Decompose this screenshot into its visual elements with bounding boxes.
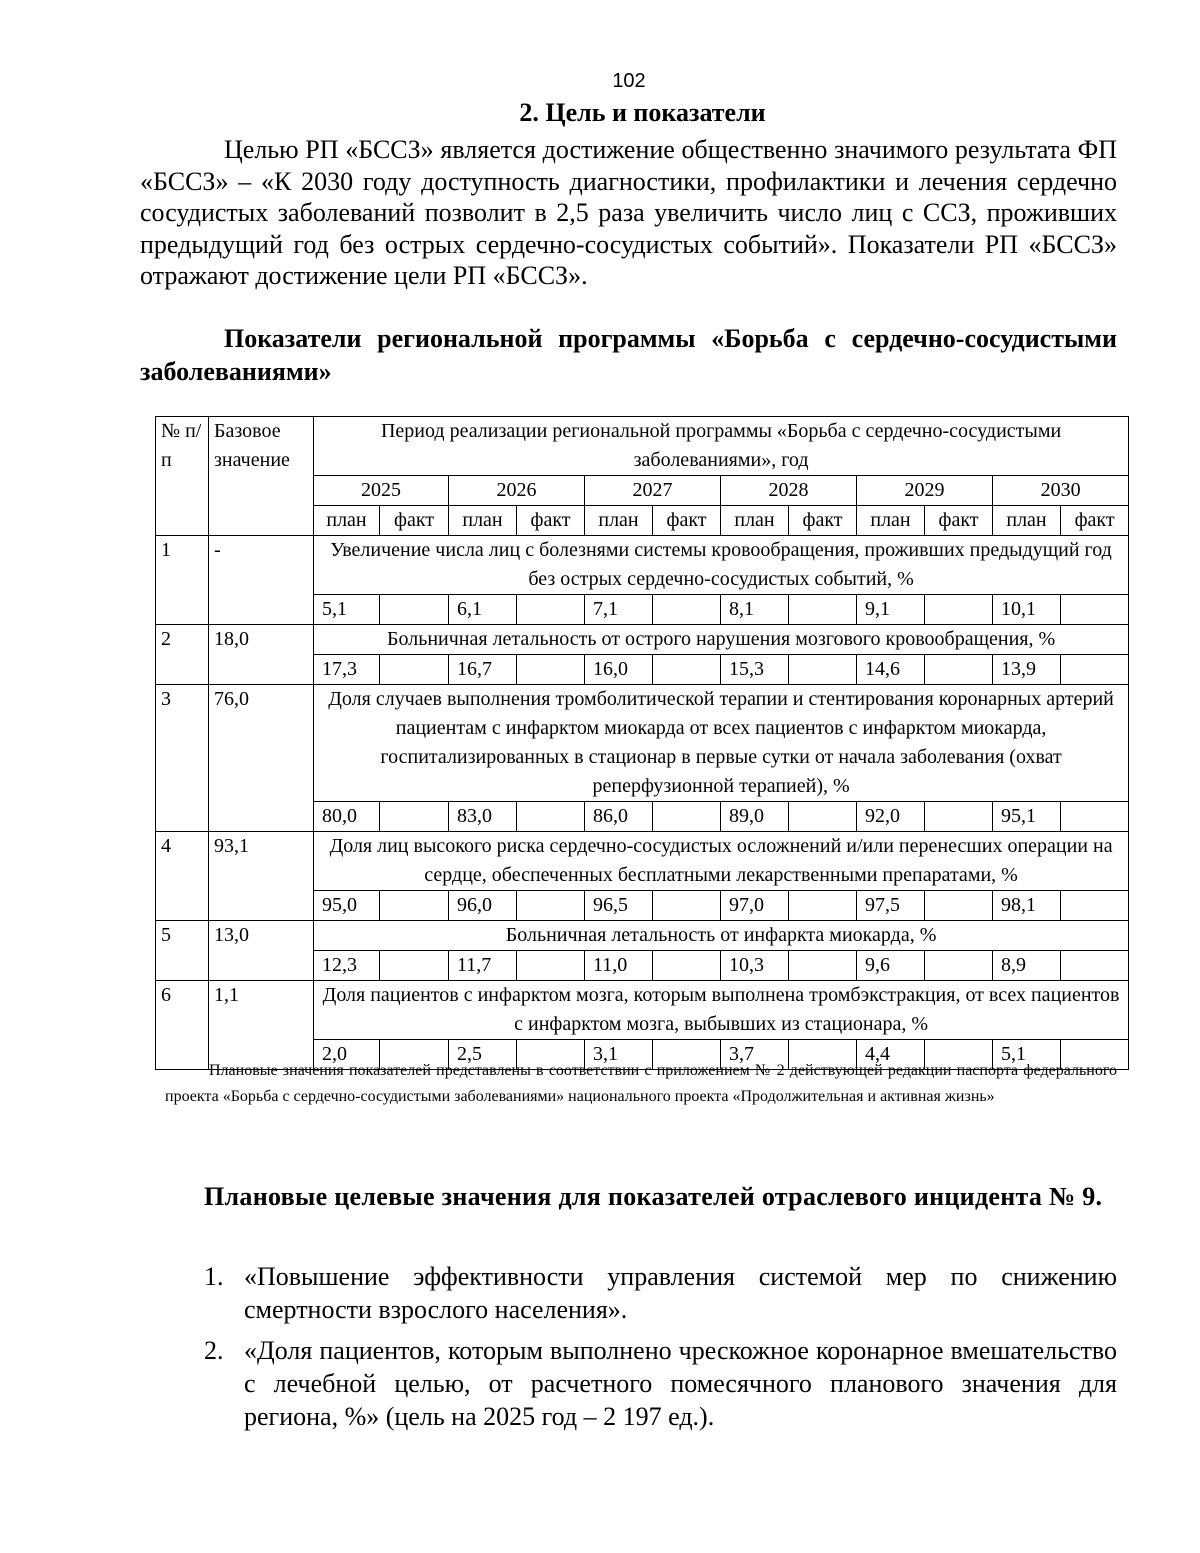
incident-item-text: «Повышение эффективности управления системой мер по снижению смертности взрослого населения». (244, 1262, 1117, 1324)
header-plan: план (857, 506, 925, 536)
incident-item-number: 1. (204, 1262, 224, 1291)
header-base: Базовое значение (209, 417, 314, 536)
fact-value (789, 595, 857, 625)
plan-value: 96,0 (449, 891, 517, 921)
header-year: 2029 (857, 476, 993, 506)
fact-value (517, 891, 585, 921)
plan-value: 12,3 (314, 951, 380, 981)
fact-value (653, 951, 721, 981)
fact-value (380, 802, 449, 832)
fact-value (789, 951, 857, 981)
fact-value (653, 595, 721, 625)
header-plan: план (993, 506, 1061, 536)
header-plan: план (585, 506, 653, 536)
row-num: 6 (156, 981, 209, 1070)
plan-value: 16,0 (585, 655, 653, 685)
fact-value (380, 595, 449, 625)
header-num: № п/п (156, 417, 209, 536)
plan-value: 95,1 (993, 802, 1061, 832)
header-year: 2025 (314, 476, 449, 506)
plan-value: 15,3 (721, 655, 789, 685)
plan-value: 9,6 (857, 951, 925, 981)
plan-value: 14,6 (857, 655, 925, 685)
plan-value: 8,1 (721, 595, 789, 625)
fact-value (1061, 802, 1129, 832)
plan-value: 2,0 (314, 1040, 380, 1070)
fact-value (517, 595, 585, 625)
plan-value: 86,0 (585, 802, 653, 832)
plan-value: 8,9 (993, 951, 1061, 981)
header-plan: план (314, 506, 380, 536)
plan-value: 10,1 (993, 595, 1061, 625)
plan-value: 97,0 (721, 891, 789, 921)
fact-value (925, 891, 993, 921)
plan-value: 5,1 (314, 595, 380, 625)
header-fact: факт (653, 506, 721, 536)
header-year: 2030 (993, 476, 1129, 506)
header-fact: факт (1061, 506, 1129, 536)
plan-value: 7,1 (585, 595, 653, 625)
plan-value: 96,5 (585, 891, 653, 921)
table-row (156, 685, 1129, 802)
table-header-row (156, 417, 1129, 476)
row-base: - (209, 536, 314, 625)
incident-item-number: 2. (204, 1336, 224, 1365)
row-base: 93,1 (209, 832, 314, 921)
plan-value: 2,5 (449, 1040, 517, 1070)
row-indicator: Больничная летальность от острого нарушения мозгового кровообращения, % (314, 625, 1129, 655)
table-row (156, 981, 1129, 1040)
indicators-table (155, 416, 1129, 1070)
fact-value (517, 951, 585, 981)
row-indicator: Увеличение числа лиц с болезнями системы кровообращения, проживших предыдущий год без острых сердечно-сосудистых событий, % (314, 536, 1129, 595)
incident-item-2 (204, 1334, 1117, 1433)
header-year: 2027 (585, 476, 721, 506)
plan-value: 3,1 (585, 1040, 653, 1070)
fact-value (653, 655, 721, 685)
intro-paragraph: Целью РП «БССЗ» является достижение общественно значимого результата ФП «БССЗ» – «К 2030 году доступность диагностики, профилактики и лечения сердечно сосудистых заболеваний позволит в 2,5 раза увеличить число лиц с ССЗ, проживших предыдущий год без острых сердечно-сосудистых событий». Показатели РП «БССЗ» отражают достижение цели РП «БССЗ». (140, 135, 1117, 291)
plan-value: 13,9 (993, 655, 1061, 685)
header-year: 2028 (721, 476, 857, 506)
fact-value (789, 891, 857, 921)
plan-value: 11,0 (585, 951, 653, 981)
fact-value (925, 802, 993, 832)
plan-value: 95,0 (314, 891, 380, 921)
table-note: Плановые значения показателей представлены в соответствии с приложением № 2 действующей редакции паспорта федерального проекта «Борьба с сердечно-сосудистыми заболеваниями» национального проекта «Продолжительная и активная жизнь» (165, 1062, 1117, 1105)
plan-value: 3,7 (721, 1040, 789, 1070)
header-fact: факт (517, 506, 585, 536)
header-period: Период реализации региональной программы «Борьба с сердечно-сосудистыми заболеваниями», год (314, 417, 1129, 476)
fact-value (1061, 595, 1129, 625)
fact-value (789, 655, 857, 685)
row-indicator: Больничная летальность от инфаркта миокарда, % (314, 921, 1129, 951)
fact-value (517, 655, 585, 685)
fact-value (653, 891, 721, 921)
plan-value: 4,4 (857, 1040, 925, 1070)
plan-value: 80,0 (314, 802, 380, 832)
fact-value (1061, 655, 1129, 685)
plan-value: 11,7 (449, 951, 517, 981)
plan-value: 17,3 (314, 655, 380, 685)
table-row (156, 625, 1129, 655)
fact-value (925, 655, 993, 685)
section-heading: 2. Цель и показатели (519, 98, 766, 127)
plan-value: 5,1 (993, 1040, 1061, 1070)
fact-value (380, 951, 449, 981)
header-fact: факт (380, 506, 449, 536)
row-base: 76,0 (209, 685, 314, 832)
plan-value: 9,1 (857, 595, 925, 625)
table-row (156, 536, 1129, 595)
plan-value: 10,3 (721, 951, 789, 981)
table-row (156, 832, 1129, 891)
fact-value (1061, 891, 1129, 921)
table-row (156, 921, 1129, 951)
fact-value (517, 802, 585, 832)
row-num: 5 (156, 921, 209, 981)
row-base: 13,0 (209, 921, 314, 981)
plan-value: 98,1 (993, 891, 1061, 921)
row-num: 2 (156, 625, 209, 685)
fact-value (789, 802, 857, 832)
row-num: 3 (156, 685, 209, 832)
fact-value (380, 891, 449, 921)
page-number: 102 (612, 70, 646, 92)
header-year: 2026 (449, 476, 585, 506)
plan-value: 83,0 (449, 802, 517, 832)
plan-value: 92,0 (857, 802, 925, 832)
fact-value (380, 655, 449, 685)
row-base: 18,0 (209, 625, 314, 685)
header-fact: факт (925, 506, 993, 536)
plan-value: 97,5 (857, 891, 925, 921)
incident-item-1 (204, 1260, 1117, 1326)
fact-value (653, 802, 721, 832)
row-num: 4 (156, 832, 209, 921)
plan-value: 6,1 (449, 595, 517, 625)
table-heading: Показатели региональной программы «Борьба с сердечно-сосудистыми заболеваниями» (140, 324, 1117, 386)
fact-value (1061, 951, 1129, 981)
header-plan: план (449, 506, 517, 536)
fact-value (925, 951, 993, 981)
row-indicator: Доля случаев выполнения тромболитической терапии и стентирования коронарных артерий пациентам с инфарктом миокарда от всех пациентов с инфарктом миокарда, госпитализированных в стационар в первые сутки от начала заболевания (охват реперфузионной терапией), % (314, 685, 1129, 802)
fact-value (925, 595, 993, 625)
row-indicator: Доля лиц высокого риска сердечно-сосудистых осложнений и/или перенесших операции на сердце, обеспеченных бесплатными лекарственными препаратами, % (314, 832, 1129, 891)
row-indicator: Доля пациентов с инфарктом мозга, которым выполнена тромбэкстракция, от всех пациентов с инфарктом мозга, выбывших из стационара, % (314, 981, 1129, 1040)
row-num: 1 (156, 536, 209, 625)
incident-heading: Плановые целевые значения для показателей отраслевого инцидента № 9. (204, 1182, 1103, 1211)
header-plan: план (721, 506, 789, 536)
header-fact: факт (789, 506, 857, 536)
incident-item-text: «Доля пациентов, которым выполнено чрескожное коронарное вмешательство с лечебной целью, от расчетного помесячного планового значения для региона, %» (цель на 2025 год – 2 197 ед.). (244, 1336, 1117, 1431)
plan-value: 16,7 (449, 655, 517, 685)
plan-value: 89,0 (721, 802, 789, 832)
row-base: 1,1 (209, 981, 314, 1070)
